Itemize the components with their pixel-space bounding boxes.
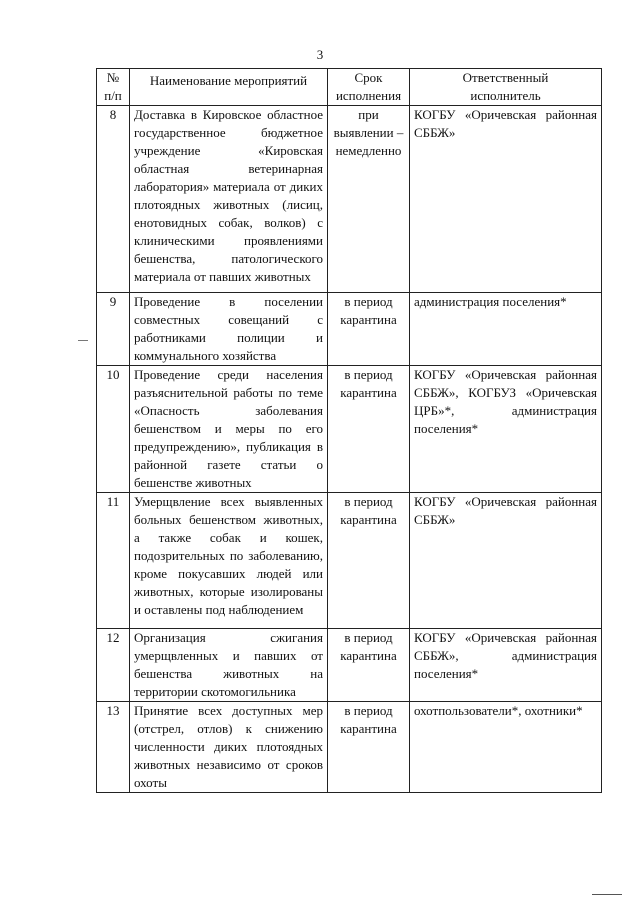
- table-row: [97, 702, 602, 793]
- row-number: 8: [97, 106, 130, 293]
- row-deadline: в период карантина: [328, 293, 410, 366]
- row-deadline: в период карантина: [328, 366, 410, 493]
- row-measure-name: Принятие всех доступных мер (отстрел, отлов) к снижению численности диких плотоядных животных независимо от сроков охоты: [130, 702, 328, 793]
- header-deadline: Срок исполнения: [328, 69, 410, 106]
- footer-line: [592, 894, 622, 895]
- row-responsible: администрация поселения*: [410, 293, 602, 366]
- table-header-row: [97, 69, 602, 106]
- header-measure-name: Наименование мероприятий: [130, 69, 328, 106]
- row-responsible: КОГБУ «Оричевская районная СББЖ»: [410, 106, 602, 293]
- row-deadline: в период карантина: [328, 493, 410, 629]
- row-measure-name: Организация сжигания умерщвленных и павших от бешенства животных на территории скотомогильника: [130, 629, 328, 702]
- table-row: [97, 493, 602, 629]
- measures-table: [96, 68, 602, 793]
- row-number: 9: [97, 293, 130, 366]
- table-row: [97, 629, 602, 702]
- header-responsible: Ответственный исполнитель: [410, 69, 602, 106]
- page-number: 3: [316, 47, 324, 62]
- row-number: 12: [97, 629, 130, 702]
- table-row: [97, 293, 602, 366]
- table-row: [97, 106, 602, 293]
- header-number: № п/п: [97, 69, 130, 106]
- row-measure-name: Доставка в Кировское областное государственное бюджетное учреждение «Кировская областная ветеринарная лаборатория» материала от диких плотоядных животных (лисиц, енотовидных собак, волков) с клиническими проявлениями бешенства, патологического материала от павших животных: [130, 106, 328, 293]
- row-responsible: КОГБУ «Оричевская районная СББЖ», КОГБУЗ «Оричевская ЦРБ»*, администрация поселения*: [410, 366, 602, 493]
- row-responsible: охотпользователи*, охотники*: [410, 702, 602, 793]
- row-responsible: КОГБУ «Оричевская районная СББЖ», администрация поселения*: [410, 629, 602, 702]
- row-responsible: КОГБУ «Оричевская районная СББЖ»: [410, 493, 602, 629]
- row-deadline: при выявлении – немедленно: [328, 106, 410, 293]
- row-measure-name: Проведение среди населения разъяснительной работы по теме «Опасность заболевания бешенством и меры по его предупреждению», публикация в районной газете статьи о бешенстве животных: [130, 366, 328, 493]
- row-number: 13: [97, 702, 130, 793]
- row-measure-name: Умерщвление всех выявленных больных бешенством животных, а также собак и кошек, подозрительных по заболеванию, кроме покусавших людей или животных, которые изолированы и оставлены под наблюдением: [130, 493, 328, 629]
- table-row: [97, 366, 602, 493]
- row-deadline: в период карантина: [328, 629, 410, 702]
- row-measure-name: Проведение в поселении совместных совещаний с работниками полиции и коммунального хозяйства: [130, 293, 328, 366]
- margin-mark: [78, 340, 88, 341]
- row-number: 10: [97, 366, 130, 493]
- row-number: 11: [97, 493, 130, 629]
- row-deadline: в период карантина: [328, 702, 410, 793]
